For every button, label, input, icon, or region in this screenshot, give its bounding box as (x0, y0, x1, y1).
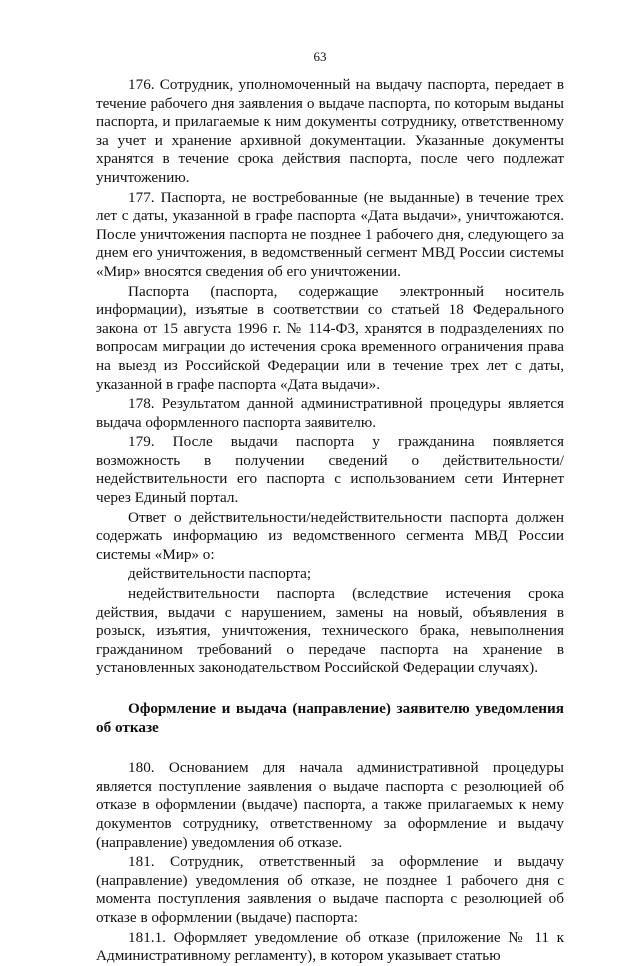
paragraph-validity: действительности паспорта; (128, 565, 312, 583)
paragraph-178: 178. Результатом данной административной процедуры является выдача оформленного паспорта заявителю. (96, 395, 564, 431)
paragraph-181-1: 181.1. Оформляет уведомление об отказе (приложение № 11 к Административному регламенту), в котором указывает статью (96, 928, 564, 965)
section-heading: Оформление и выдача (направление) заявителю уведомления об отказе (96, 700, 564, 736)
paragraph-176: 176. Сотрудник, уполномоченный на выдачу паспорта, передает в течение рабочего дня заявления о выдаче паспорта, по которым выданы паспорта, и прилагаемые к ним документы сотруднику, ответственному за учет и хранение архивной документации. Указанные документы хранятся в течение срока действия паспорта, после чего подлежат уничтожению. (96, 76, 564, 186)
paragraph-179: 179. После выдачи паспорта у гражданина появляется возможность в получении сведений о действительности/недействительности его паспорта с использованием сети Интернет через Единый портал. (96, 433, 564, 507)
paragraph-177: 177. Паспорта, не востребованные (не выданные) в течение трех лет с даты, указанной в графе паспорта «Дата выдачи», уничтожаются. После уничтожения паспорта не позднее 1 рабочего дня, следующего за днем его уничтожения, в ведомственный сегмент МВД России системы «Мир» вносятся сведения об его уничтожении. (96, 188, 564, 280)
paragraph-invalidity: недействительности паспорта (вследствие истечения срока действия, выдачи с нарушением, замены на новый, объявления в розыск, изъятия, уничтожения, технического брака, невыполнения гражданином требований о передаче паспорта на хранение в установленных законодательством Российской Федерации случаях). (96, 585, 564, 677)
paragraph-181: 181. Сотрудник, ответственный за оформление и выдачу (направление) уведомления об отказе, не позднее 1 рабочего дня с момента поступления заявления о выдаче паспорта с резолюцией об отказе в оформлении (выдаче) паспорта: (96, 853, 564, 926)
paragraph-180: 180. Основанием для начала административной процедуры является поступление заявления о выдаче паспорта с резолюцией об отказе в оформлении (выдаче) паспорта, а также прилагаемых к нему документов сотруднику, ответственному за оформление и выдачу (направление) уведомления об отказе. (96, 759, 564, 851)
document-body (96, 76, 564, 966)
page-number: 63 (313, 49, 327, 64)
paragraph-passports-seized: Паспорта (паспорта, содержащие электронный носитель информации), изъятые в соответствии со статьей 18 Федерального закона от 15 августа 1996 г. № 114-ФЗ, хранятся в подразделениях по вопросам миграции до истечения срока временного ограничения права на выезд из Российской Федерации или в течение трех лет с даты, указанной в графе паспорта «Дата выдачи». (96, 282, 564, 393)
paragraph-answer: Ответ о действительности/недействительности паспорта должен содержать информацию из ведомственного сегмента МВД России системы «Мир» о: (96, 508, 564, 563)
